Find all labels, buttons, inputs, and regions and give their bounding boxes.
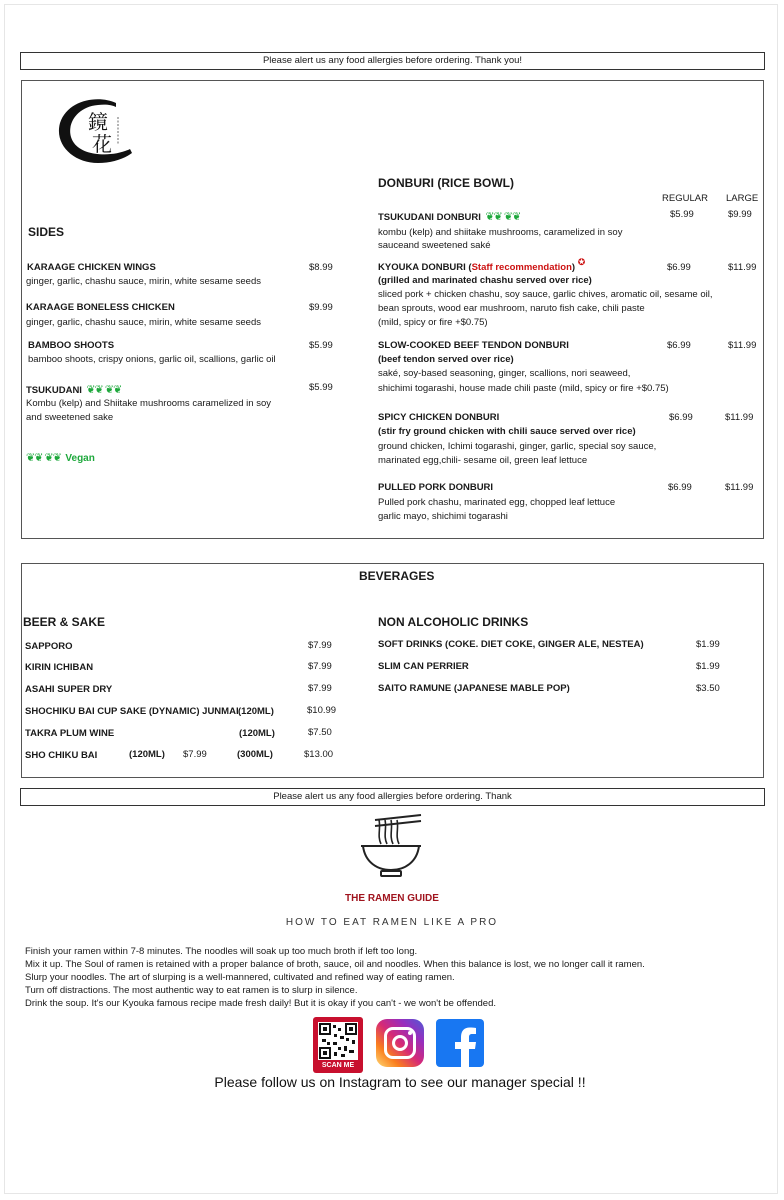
beer-item-name: SAPPORO [25, 641, 73, 652]
na-item-name: SOFT DRINKS (COKE. DIET COKE, GINGER ALE, NESTEA) [378, 639, 644, 650]
beverages-heading: BEVERAGES [359, 569, 435, 583]
beer-item-price: $7.99 [308, 683, 332, 694]
donburi-item-desc: Pulled pork chashu, marinated egg, chopped leaf lettuce [378, 497, 616, 508]
price-large: $11.99 [725, 412, 754, 423]
beer-item-size-small: (120ML) [129, 749, 165, 760]
qr-code-icon [318, 1022, 358, 1060]
award-ribbon-icon: ✪ [577, 257, 586, 267]
price-large: $11.99 [725, 482, 754, 493]
guide-line: Turn off distractions. The most authentic way to eat ramen is to slurp in silence. [25, 985, 358, 996]
scan-me-label: SCAN ME [321, 1062, 355, 1069]
side-item-price: $5.99 [309, 382, 333, 393]
price-regular: $6.99 [669, 412, 693, 423]
side-item-tsukudani [26, 380, 121, 398]
vegan-legend [26, 448, 95, 466]
beer-item-name: SHO CHIKU BAI [25, 750, 98, 761]
ramen-bowl-icon [355, 812, 427, 880]
facebook-icon[interactable] [436, 1019, 484, 1067]
donburi-item-sub: (beef tendon served over rice) [378, 354, 514, 365]
side-item-name: KARAAGE CHICKEN WINGS [27, 262, 156, 273]
guide-line: Slurp your noodles. The art of slurping is a well-mannered, cultivated and refined way of eating ramen. [25, 972, 455, 983]
vegan-leaf-icon: ❦❦ ❦❦ [26, 452, 61, 464]
price-regular: $5.99 [670, 209, 694, 220]
donburi-item-desc: ground chicken, Ichimi togarashi, ginger, garlic, special soy sauce, [378, 441, 657, 452]
donburi-item-name: KYOUKA DONBURI ( [378, 262, 472, 273]
na-item-price: $1.99 [696, 639, 720, 650]
donburi-item-desc: garlic mayo, shichimi togarashi [378, 511, 508, 522]
donburi-item-name: PULLED PORK DONBURI [378, 482, 494, 493]
donburi-item-tsukudani [378, 207, 520, 225]
beer-item-price: $10.99 [307, 705, 337, 716]
price-large: $9.99 [728, 209, 752, 220]
price-large: $11.99 [728, 262, 757, 273]
donburi-item-sub: (grilled and marinated chashu served over rice) [378, 275, 592, 286]
donburi-item-kyouka [378, 257, 586, 273]
svg-text:鏡: 鏡 [88, 110, 108, 134]
beer-item-price: $7.99 [308, 640, 332, 651]
donburi-item-desc: marinated egg,chili- sesame oil, green leaf lettuce [378, 455, 588, 466]
allergy-alert-top: Please alert us any food allergies before ordering. Thank you! [20, 52, 765, 70]
vegan-leaf-icon: ❦❦ ❦❦ [485, 211, 521, 223]
beer-item-price: $7.99 [308, 661, 332, 672]
donburi-item-sub: (stir fry ground chicken with chili sauce served over rice) [378, 426, 636, 437]
side-item-desc: and sweetened sake [26, 412, 114, 423]
donburi-item-desc: kombu (kelp) and shiitake mushrooms, caramelized in soy [378, 227, 623, 238]
side-item-desc: ginger, garlic, chashu sauce, mirin, white sesame seeds [26, 317, 261, 328]
beer-sake-heading: BEER & SAKE [23, 615, 106, 629]
na-item-name: SLIM CAN PERRIER [378, 661, 469, 672]
side-item-desc: bamboo shoots, crispy onions, garlic oil, scallions, garlic oil [28, 354, 276, 365]
col-large-header: LARGE [726, 193, 759, 204]
vegan-leaf-icon: ❦❦ ❦❦ [86, 384, 122, 396]
beer-item-price-small: $7.99 [183, 749, 207, 760]
non-alcoholic-heading: NON ALCOHOLIC DRINKS [378, 615, 529, 629]
restaurant-logo [54, 93, 140, 165]
donburi-item-desc: bean sprouts, wood ear mushroom, naruto fish cake, chili paste [378, 303, 645, 314]
side-item-name: KARAAGE BONELESS CHICKEN [26, 302, 175, 313]
price-large: $11.99 [728, 340, 757, 351]
donburi-item-desc: sauceand sweetened saké [378, 240, 491, 251]
staff-recommendation-label: Staff recommendation [471, 262, 572, 273]
ramen-guide-title: THE RAMEN GUIDE [345, 893, 439, 904]
na-item-price: $1.99 [696, 661, 720, 672]
na-item-name: SAITO RAMUNE (JAPANESE MABLE POP) [378, 683, 570, 694]
donburi-item-desc: (mild, spicy or fire +$0.75) [378, 317, 488, 328]
beer-item-size: (120ML) [238, 706, 274, 717]
side-item-desc: ginger, garlic, chashu sauce, mirin, white sesame seeds [26, 276, 261, 287]
donburi-item-desc: sliced pork + chicken chashu, soy sauce, garlic chives, aromatic oil, sesame oil, [378, 289, 713, 300]
col-regular-header: REGULAR [662, 193, 708, 204]
guide-line: Mix it up. The Soul of ramen is retained with a proper balance of broth, sauce, oil and noodles. When this balance is lost, we no longer call it ramen. [25, 959, 645, 970]
qr-code[interactable] [313, 1017, 363, 1073]
sides-heading: SIDES [28, 225, 65, 239]
menu-box [21, 80, 764, 539]
guide-line: Drink the soup. It's our Kyouka famous recipe made fresh daily! But it is okay if you can't - we won't be offended. [25, 998, 497, 1009]
donburi-item-name: SPICY CHICKEN DONBURI [378, 412, 500, 423]
svg-text:花: 花 [92, 132, 112, 156]
side-item-price: $8.99 [309, 262, 333, 273]
ramen-guide-subtitle: HOW TO EAT RAMEN LIKE A PRO [285, 917, 499, 928]
instagram-icon[interactable] [376, 1019, 424, 1067]
beverages-box [21, 563, 764, 778]
beer-item-name: ASAHI SUPER DRY [25, 684, 113, 695]
beer-item-size: (300ML) [237, 749, 273, 760]
beer-item-price: $13.00 [304, 749, 334, 760]
follow-instagram-text: Please follow us on Instagram to see our manager special !! [214, 1074, 586, 1090]
donburi-item-name-end: ) [571, 262, 576, 273]
price-regular: $6.99 [667, 340, 691, 351]
beer-item-size: (120ML) [239, 728, 275, 739]
price-regular: $6.99 [668, 482, 692, 493]
beer-item-name: KIRIN ICHIBAN [25, 662, 94, 673]
vegan-label: Vegan [65, 453, 95, 464]
beer-item-name: TAKRA PLUM WINE [25, 728, 115, 739]
donburi-heading: DONBURI (RICE BOWL) [378, 176, 514, 190]
donburi-item-name: TSUKUDANI DONBURI [378, 212, 481, 223]
donburi-item-name: SLOW-COOKED BEEF TENDON DONBURI [378, 340, 569, 351]
side-item-price: $9.99 [309, 302, 333, 313]
beer-item-name: SHOCHIKU BAI CUP SAKE (DYNAMIC) JUNMAI [25, 706, 239, 717]
na-item-price: $3.50 [696, 683, 720, 694]
allergy-alert-bottom: Please alert us any food allergies before ordering. Thank [20, 788, 765, 806]
side-item-name: BAMBOO SHOOTS [28, 340, 115, 351]
side-item-price: $5.99 [309, 340, 333, 351]
guide-line: Finish your ramen within 7-8 minutes. The noodles will soak up too much broth if left too long. [25, 946, 418, 957]
price-regular: $6.99 [667, 262, 691, 273]
donburi-item-desc: shichimi togarashi, house made chili paste (mild, spicy or fire +$0.75) [378, 383, 669, 394]
beer-item-price: $7.50 [308, 727, 332, 738]
side-item-desc: Kombu (kelp) and Shiitake mushrooms caramelized in soy [26, 398, 271, 409]
side-item-name: TSUKUDANI [26, 385, 82, 396]
donburi-item-desc: saké, soy-based seasoning, ginger, scallions, nori seaweed, [378, 368, 631, 379]
